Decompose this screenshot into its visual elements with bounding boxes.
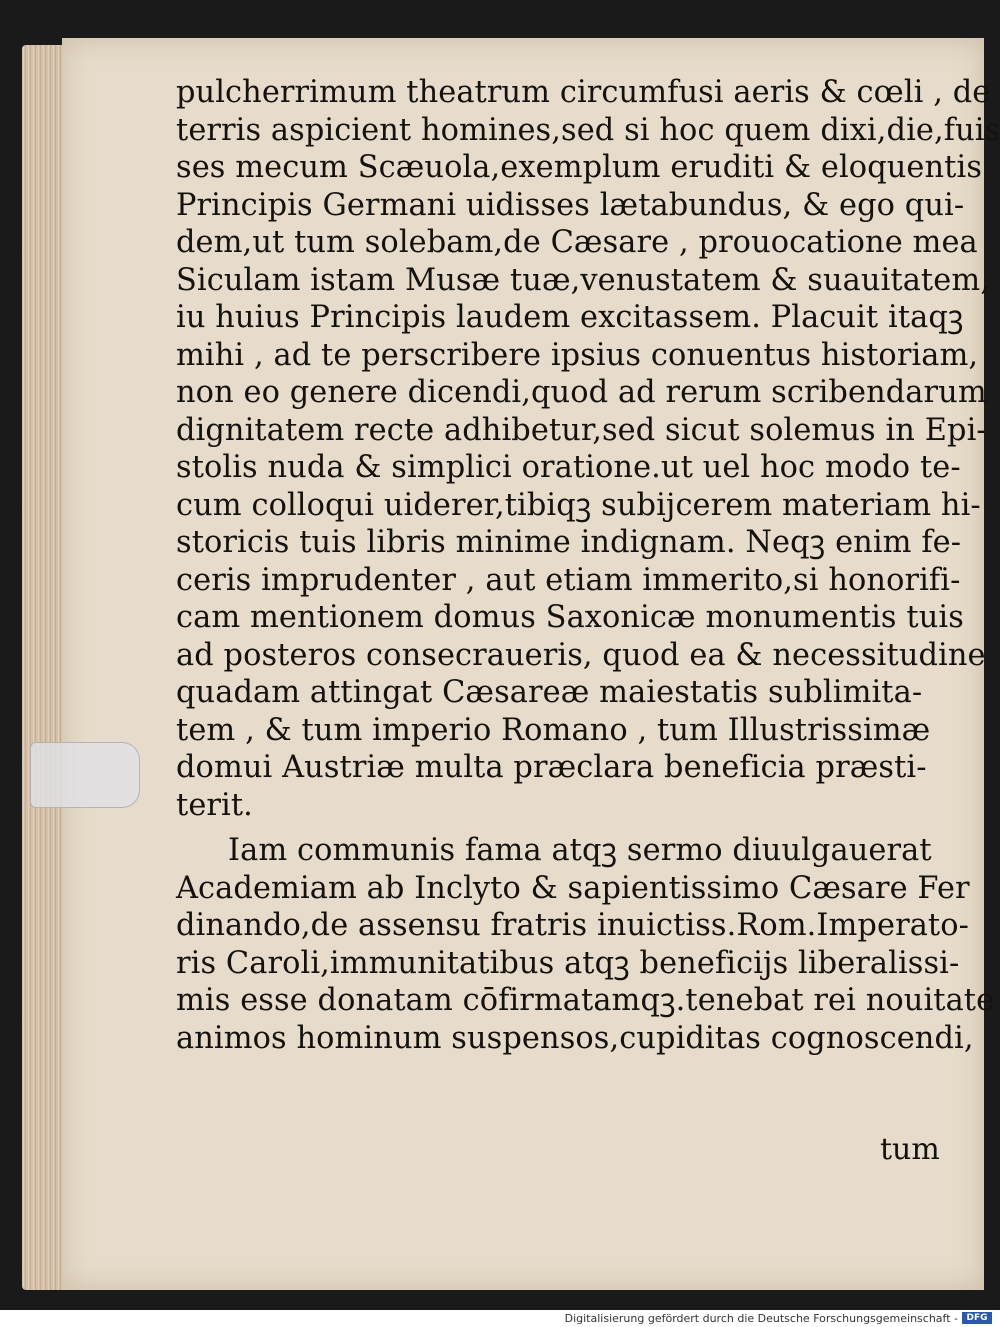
text-line: quadam attingat Cæsareæ maiestatis sublimita- — [176, 675, 923, 710]
text-line: Academiam ab Inclyto & sapientissimo Cæsare Fer — [176, 870, 970, 906]
text-line: tem , & tum imperio Romano , tum Illustrissimæ — [176, 712, 931, 748]
text-line: iu huius Principis laudem excitassem. Placuit itaqꝫ — [176, 300, 964, 335]
text-line: Principis Germani uidisses lætabundus, & ego qui- — [176, 187, 965, 223]
text-line: ceris imprudenter , aut etiam immerito,si honorifi- — [176, 562, 961, 598]
text-line: stolis nuda & simplici oratione.ut uel hoc modo te- — [176, 450, 961, 485]
dfg-logo: DFG — [962, 1312, 992, 1324]
text-line: dinando,de assensu fratris inuictiss.Rom.Imperato- — [176, 908, 969, 943]
text-line: terris aspicient homines,sed si hoc quem dixi,die,fuis — [176, 112, 1000, 148]
text-line: non eo genere dicendi,quod ad rerum scribendarum — [176, 375, 987, 410]
text-line: mihi , ad te perscribere ipsius conuentus historiam, — [176, 337, 979, 373]
text-line: ris Caroli,immunitatibus atqꝫ beneficijs liberalissi- — [176, 945, 960, 981]
text-line: ad posteros consecraueris, quod ea & necessitudine — [176, 637, 986, 673]
text-line: mis esse donatam cōfirmatamqꝫ.tenebat rei nouitate — [176, 983, 995, 1018]
text-line: cum colloqui uiderer,tibiqꝫ subijcerem materiam hi- — [176, 487, 981, 523]
text-line: Siculam istam Musæ tuæ,venustatem & suauitatem, — [176, 262, 990, 298]
text-line: animos hominum suspensos,cupiditas cognoscendi, — [176, 1020, 974, 1056]
page-text — [176, 74, 1000, 1057]
text-line: domui Austriæ multa præclara beneficia præsti- — [176, 750, 927, 785]
text-line: dem,ut tum solebam,de Cæsare , prouocatione mea — [176, 225, 978, 260]
page-marker-tab — [30, 742, 140, 808]
footer-credit: Digitalisierung gefördert durch die Deutsche Forschungsgemeinschaft - — [564, 1312, 958, 1325]
catchword: tum — [880, 1132, 940, 1167]
text-line: dignitatem recte adhibetur,sed sicut solemus in Epi- — [176, 412, 987, 448]
text-line: pulcherrimum theatrum circumfusi aeris & cœli , de — [176, 75, 991, 110]
text-line: terit. — [176, 787, 253, 823]
text-line: storicis tuis libris minime indignam. Neqꝫ enim fe- — [176, 525, 962, 560]
text-line: ses mecum Scæuola,exemplum eruditi & eloquentis — [176, 150, 983, 185]
text-line: cam mentionem domus Saxonicæ monumentis tuis — [176, 600, 964, 635]
paragraph-start-line: Iam communis fama atqꝫ sermo diuulgauerat — [228, 833, 932, 868]
